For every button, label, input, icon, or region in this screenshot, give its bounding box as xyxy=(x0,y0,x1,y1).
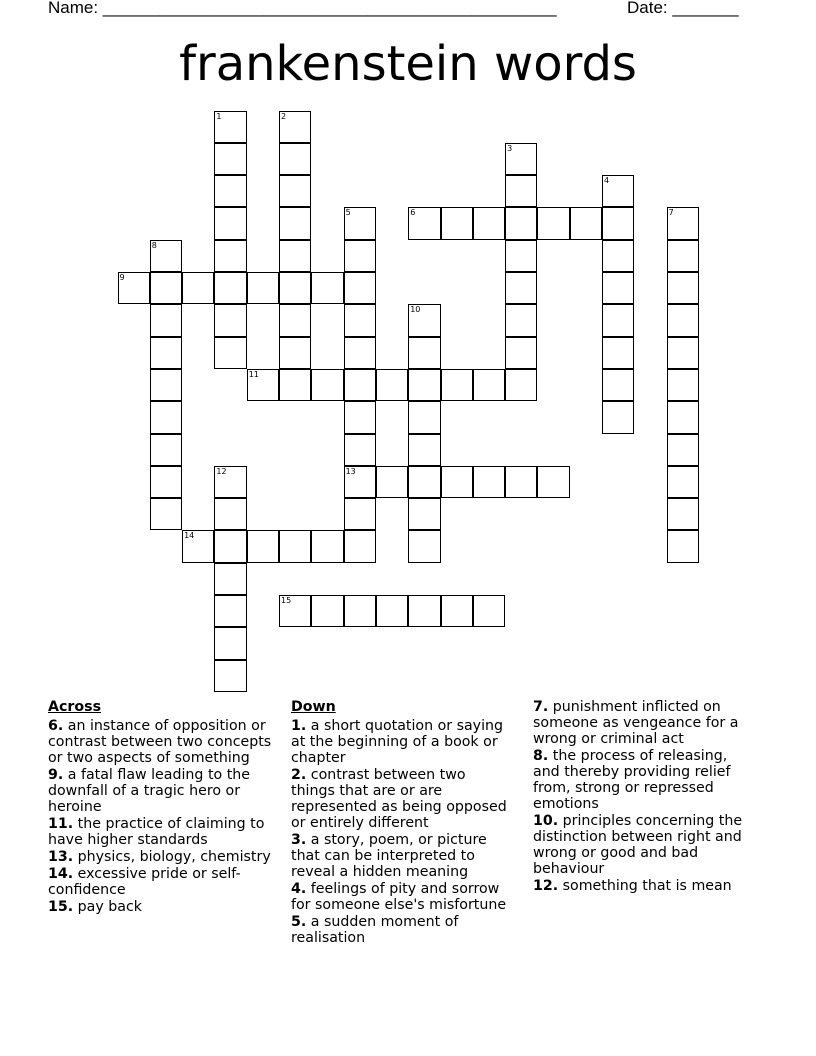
clue-item-number: 9. xyxy=(48,767,64,783)
crossword-cell[interactable] xyxy=(667,498,699,530)
down-clues xyxy=(291,699,513,947)
crossword-cell[interactable] xyxy=(150,369,182,401)
clue-item-number: 5. xyxy=(291,914,307,930)
crossword-cell[interactable] xyxy=(279,369,311,401)
clue-item-text: a story, poem, or picture that can be interpreted to reveal a hidden meaning xyxy=(291,832,487,880)
crossword-cell[interactable] xyxy=(344,304,376,336)
crossword-cell[interactable] xyxy=(408,337,440,369)
clue-item xyxy=(48,899,280,915)
crossword-cell[interactable] xyxy=(408,434,440,466)
clue-number: 11 xyxy=(248,369,259,379)
crossword-cell[interactable] xyxy=(150,240,182,272)
crossword-cell[interactable] xyxy=(408,466,440,498)
crossword-cell[interactable] xyxy=(311,530,343,562)
crossword-cell[interactable] xyxy=(150,272,182,304)
crossword-cell[interactable] xyxy=(214,627,246,659)
clue-item xyxy=(48,866,280,898)
clue-item-text: the process of releasing, and thereby providing relief from, strong or repressed emotions xyxy=(533,748,731,812)
crossword-cell[interactable] xyxy=(214,111,246,143)
clue-number: 1 xyxy=(216,111,222,121)
crossword-cell[interactable] xyxy=(214,175,246,207)
clue-number: 2 xyxy=(281,111,287,121)
crossword-cell[interactable] xyxy=(311,369,343,401)
clue-number: 12 xyxy=(216,466,227,476)
clue-item-text: something that is mean xyxy=(558,878,732,894)
crossword-cell[interactable] xyxy=(150,498,182,530)
clue-item-number: 1. xyxy=(291,718,307,734)
crossword-cell[interactable] xyxy=(505,304,537,336)
across-heading: Across xyxy=(48,699,102,715)
crossword-cell[interactable] xyxy=(279,207,311,239)
crossword-cell[interactable] xyxy=(441,369,473,401)
crossword-cell[interactable] xyxy=(408,304,440,336)
crossword-cell[interactable] xyxy=(602,240,634,272)
crossword-cell[interactable] xyxy=(150,401,182,433)
crossword-cell[interactable] xyxy=(473,595,505,627)
clue-item xyxy=(291,832,513,880)
crossword-cell[interactable] xyxy=(408,530,440,562)
crossword-cell[interactable] xyxy=(441,595,473,627)
crossword-cell[interactable] xyxy=(505,240,537,272)
clue-number: 13 xyxy=(345,466,356,476)
crossword-cell[interactable] xyxy=(602,272,634,304)
crossword-cell[interactable] xyxy=(344,401,376,433)
clue-item-number: 4. xyxy=(291,881,307,897)
clue-item-text: a fatal flaw leading to the downfall of a tragic hero or heroine xyxy=(48,767,250,815)
clue-item-text: a sudden moment of realisation xyxy=(291,914,459,946)
down-clue-list xyxy=(291,718,513,946)
crossword-cell[interactable] xyxy=(667,240,699,272)
crossword-cell[interactable] xyxy=(279,595,311,627)
clue-number: 15 xyxy=(281,596,292,605)
crossword-cell[interactable] xyxy=(247,272,279,304)
crossword-cell[interactable] xyxy=(150,434,182,466)
clue-item-number: 12. xyxy=(533,878,559,894)
clue-item xyxy=(291,914,513,946)
crossword-cell[interactable] xyxy=(667,272,699,304)
crossword-cell[interactable] xyxy=(344,434,376,466)
clue-item-number: 14. xyxy=(48,866,74,882)
crossword-cell[interactable] xyxy=(344,207,376,239)
crossword-cell[interactable] xyxy=(376,466,408,498)
crossword-cell[interactable] xyxy=(505,466,537,498)
clue-item-number: 7. xyxy=(533,699,549,715)
clue-item-number: 11. xyxy=(48,816,74,832)
crossword-cell[interactable] xyxy=(150,466,182,498)
crossword-cell[interactable] xyxy=(279,143,311,175)
clue-item-number: 3. xyxy=(291,832,307,848)
clue-item xyxy=(48,816,280,848)
crossword-cell[interactable] xyxy=(214,563,246,595)
crossword-cell[interactable] xyxy=(344,595,376,627)
down-clues-continued xyxy=(533,699,755,895)
crossword-cell[interactable] xyxy=(279,272,311,304)
clue-number: 5 xyxy=(345,208,351,218)
crossword-cell[interactable] xyxy=(214,660,246,692)
name-field-label: Name: ________________________________________________ xyxy=(48,0,557,17)
across-clue-list xyxy=(48,718,280,915)
crossword-cell[interactable] xyxy=(311,272,343,304)
crossword-cell[interactable] xyxy=(182,272,214,304)
clue-item xyxy=(533,813,755,877)
crossword-cell[interactable] xyxy=(376,595,408,627)
crossword-cell[interactable] xyxy=(667,207,699,239)
clue-item-text: contrast between two things that are or are represented as being opposed or entirely different xyxy=(291,767,507,831)
crossword-cell[interactable] xyxy=(150,304,182,336)
clue-item-text: pay back xyxy=(73,899,142,915)
clue-number: 3 xyxy=(507,143,513,153)
clue-item xyxy=(291,767,513,831)
crossword-cell[interactable] xyxy=(214,143,246,175)
crossword-cell[interactable] xyxy=(214,207,246,239)
crossword-cell[interactable] xyxy=(441,207,473,239)
clue-item xyxy=(533,699,755,747)
clue-item-number: 8. xyxy=(533,748,549,764)
crossword-cell[interactable] xyxy=(667,337,699,369)
crossword-cell[interactable] xyxy=(602,175,634,207)
clue-item-text: the practice of claiming to have higher standards xyxy=(48,816,265,848)
crossword-cell[interactable] xyxy=(408,595,440,627)
crossword-cell[interactable] xyxy=(473,369,505,401)
clue-item-text: feelings of pity and sorrow for someone else's misfortune xyxy=(291,881,507,913)
crossword-cell[interactable] xyxy=(537,207,569,239)
clue-item-text: an instance of opposition or contrast between two concepts or two aspects of something xyxy=(48,718,272,766)
crossword-cell[interactable] xyxy=(344,337,376,369)
clue-number: 14 xyxy=(184,531,195,541)
across-clues xyxy=(48,699,280,916)
crossword-cell[interactable] xyxy=(408,401,440,433)
clue-number: 6 xyxy=(410,208,416,218)
clue-item-number: 2. xyxy=(291,767,307,783)
crossword-cell[interactable] xyxy=(376,369,408,401)
clue-item-number: 6. xyxy=(48,718,64,734)
clue-item xyxy=(48,718,280,766)
crossword-cell[interactable] xyxy=(505,272,537,304)
clue-item-number: 13. xyxy=(48,849,74,865)
down-heading: Down xyxy=(291,699,336,715)
crossword-cell[interactable] xyxy=(279,337,311,369)
clue-item xyxy=(291,881,513,913)
clue-number: 10 xyxy=(410,305,421,315)
crossword-cell[interactable] xyxy=(279,111,311,143)
clue-item-text: a short quotation or saying at the beginning of a book or chapter xyxy=(291,718,504,766)
crossword-cell[interactable] xyxy=(118,272,150,304)
crossword-cell[interactable] xyxy=(441,466,473,498)
crossword-cell[interactable] xyxy=(214,304,246,336)
clue-number: 8 xyxy=(151,240,157,250)
clue-item-number: 15. xyxy=(48,899,74,915)
crossword-cell[interactable] xyxy=(505,369,537,401)
page-title: frankenstein words xyxy=(179,36,637,92)
clue-item xyxy=(48,849,280,865)
clue-number: 9 xyxy=(119,273,125,282)
clue-item-text: physics, biology, chemistry xyxy=(73,849,271,865)
clue-item xyxy=(48,767,280,815)
clue-item-number: 10. xyxy=(533,813,559,829)
clue-item-text: principles concerning the distinction between right and wrong or good and bad behaviour xyxy=(533,813,743,877)
crossword-cell[interactable] xyxy=(602,337,634,369)
crossword-cell[interactable] xyxy=(667,434,699,466)
clue-item-text: excessive pride or self-confidence xyxy=(48,866,241,898)
crossword-cell[interactable] xyxy=(279,175,311,207)
clue-item xyxy=(533,748,755,812)
date-field-label: Date: _______ xyxy=(627,0,739,17)
clue-item-text: punishment inflicted on someone as vengeance for a wrong or criminal act xyxy=(533,699,739,747)
crossword-cell[interactable] xyxy=(602,207,634,239)
crossword-cell[interactable] xyxy=(214,466,246,498)
crossword-cell[interactable] xyxy=(247,369,279,401)
crossword-cell[interactable] xyxy=(279,240,311,272)
crossword-cell[interactable] xyxy=(344,369,376,401)
crossword-cell[interactable] xyxy=(214,498,246,530)
crossword-cell[interactable] xyxy=(279,304,311,336)
crossword-cell[interactable] xyxy=(214,595,246,627)
crossword-cell[interactable] xyxy=(214,530,246,562)
crossword-cell[interactable] xyxy=(182,530,214,562)
crossword-cell[interactable] xyxy=(602,401,634,433)
crossword-cell[interactable] xyxy=(602,304,634,336)
crossword-cell[interactable] xyxy=(408,498,440,530)
crossword-cell[interactable] xyxy=(570,207,602,239)
down-clue-list-continued xyxy=(533,699,755,894)
clue-number: 7 xyxy=(668,208,674,218)
crossword-cell[interactable] xyxy=(344,240,376,272)
crossword-cell[interactable] xyxy=(473,207,505,239)
crossword-cell[interactable] xyxy=(473,466,505,498)
crossword-cell[interactable] xyxy=(667,304,699,336)
crossword-cell[interactable] xyxy=(505,143,537,175)
crossword-cell[interactable] xyxy=(667,530,699,562)
crossword-cell[interactable] xyxy=(408,369,440,401)
crossword-cell[interactable] xyxy=(344,272,376,304)
crossword-cell[interactable] xyxy=(537,466,569,498)
crossword-cell[interactable] xyxy=(505,175,537,207)
crossword-cell[interactable] xyxy=(344,530,376,562)
crossword-cell[interactable] xyxy=(214,337,246,369)
crossword-cell[interactable] xyxy=(150,337,182,369)
crossword-cell[interactable] xyxy=(214,240,246,272)
crossword-cell[interactable] xyxy=(602,369,634,401)
clue-number: 4 xyxy=(604,176,610,186)
crossword-cell[interactable] xyxy=(344,466,376,498)
crossword-cell[interactable] xyxy=(667,401,699,433)
crossword-cell[interactable] xyxy=(344,498,376,530)
crossword-cell[interactable] xyxy=(505,337,537,369)
crossword-cell[interactable] xyxy=(247,530,279,562)
clue-item xyxy=(533,878,755,894)
crossword-cell[interactable] xyxy=(408,207,440,239)
crossword-cell[interactable] xyxy=(505,207,537,239)
crossword-cell[interactable] xyxy=(311,595,343,627)
crossword-cell[interactable] xyxy=(214,272,246,304)
crossword-cell[interactable] xyxy=(667,466,699,498)
crossword-cell[interactable] xyxy=(667,369,699,401)
crossword-cell[interactable] xyxy=(279,530,311,562)
clue-item xyxy=(291,718,513,766)
